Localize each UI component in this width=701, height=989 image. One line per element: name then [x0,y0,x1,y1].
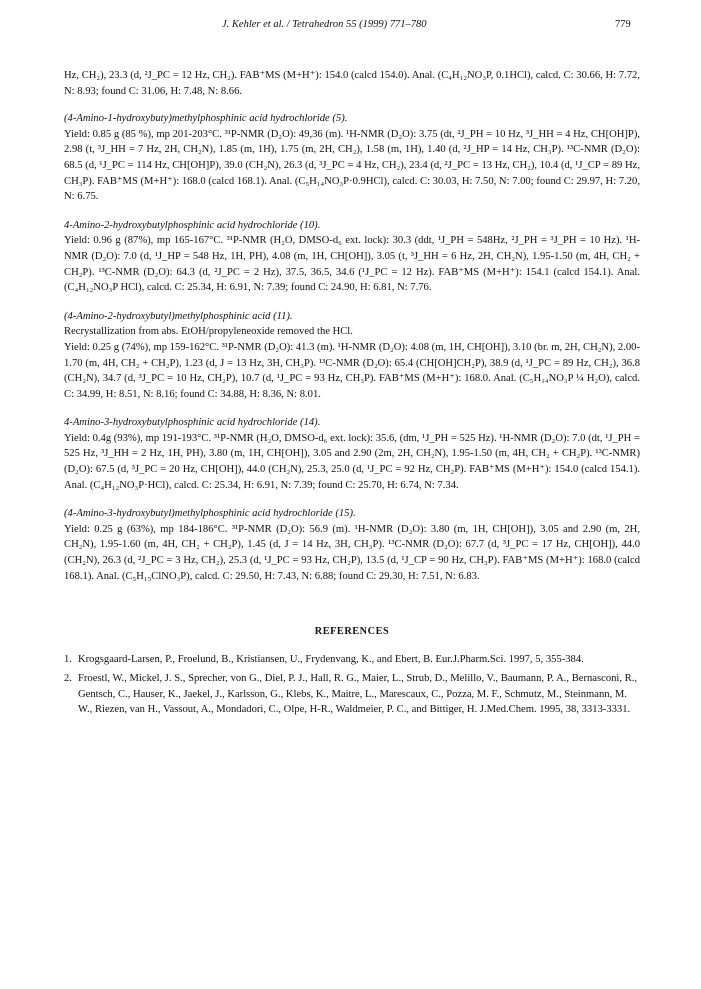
compound-title: (4-Amino-2-hydroxybutyl)methylphosphinic acid (11). [64,310,293,322]
compound-data: Yield: 0.25 g (63%), mp 184-186°C. ³¹P-NMR (D₂O): 56.9 (m). ¹H-NMR (D₂O): 3.80 (m, 1H, CH[OH]), 3.05 and 2.90 (m, 2H, CH₂N), 1.95-1.60 (m, 4H, CH₂ + CH₂P), 1.45 (d, J = 14 Hz, 3H, CH₃P). ¹³C-NMR (D₂O): 67.7 (d, ³J_PC = 17 Hz, CH[OH]), 44.0 (CH₂N), 26.3 (d, ²J_PC = 3 Hz, CH₂), 25.3 (d, ¹J_PC = 93 Hz, CH₂P), 13.5 (d, ¹J_CP = 90 Hz, CH₃P). FAB⁺MS (M+H⁺): 168.0 (calcd 168.1). Anal. (C₅H₁₅ClNO₃P), calcd. C: 29.50, H: 7.43, N: 6.88; found C: 29.30, H: 7.51, N: 6.83. [64,523,640,582]
compound-data: Yield: 0.85 g (85 %), mp 201-203°C. ³¹P-NMR (D₂O): 49,36 (m). ¹H-NMR (D₂O): 3.75 (dt, ²J_PH = 10 Hz, ³J_HH = 4 Hz, CH[OH]P), 2.98 (t, ³J_HH = 7 Hz, 2H, CH₂N), 1.85 (m, 1H), 1.75 (m, 2H, CH₂), 1.58 (m, 1H), 1.40 (d, ²J_HP = 14 Hz, CH₃P). ¹³C-NMR (D₂O): 68.5 (d, ¹J_PC = 114 Hz, CH[OH]P), 39.0 (CH₂N), 26.3 (d, ³J_PC = 4 Hz, CH₂), 23.4 (d, ²J_PC = 13 Hz, CH₂), 10.4 (d, ¹J_CP = 89 Hz, CH₃P). FAB⁺MS (M+H⁺): 168.0 (calcd 168.1). Anal. (C₅H₁₄NO₃P·0.9HCl), calcd. C: 30.03, H: 7.50, N: 7.00; found C: 29.97, H: 7.20, N: 6.75. [64,128,640,203]
compound-title: (4-Amino-1-hydroxybuty)methylphosphinic acid hydrochloride (5). [64,113,348,125]
reference-text: Krogsgaard-Larsen, P., Froelund, B., Kristiansen, U., Frydenvang, K., and Ebert, B. Eur.J.Pharm.Sci. 1997, 5, 355-384. [78,653,584,665]
page-number: 779 [615,19,631,30]
compound-title: 4-Amino-2-hydroxybutylphosphinic acid hydrochloride (10). [64,219,321,231]
compound-data: Yield: 0.96 g (87%), mp 165-167°C. ³¹P-NMR (H₂O, DMSO-d₆ ext. lock): 30.3 (ddt, ¹J_PH = 548Hz, ²J_PH = ³J_PH = 10 Hz). ¹H-NMR (D₂O): 7.0 (d, ¹J_HP = 548 Hz, 1H, PH), 4.08 (m, 1H, CH[OH]), 3.05 (t, ³J_HH = 6 Hz, 2H, CH₂N), 1.95-1.50 (m, 4H, CH₂ + CH₂P). ¹³C-NMR (D₂O): 64.3 (d, ²J_PC = 2 Hz), 37.5, 36.5, 34.6 (¹J_PC = 12 Hz). FAB⁺MS (M+H⁺): 154.1 (calcd 154.1). Anal. (C₄H₁₂NO₃P HCl), calcd. C: 25.34, H: 6.91, N: 7.39; found C: 24.90, H: 6.81, N: 7.76. [64,235,640,294]
references-heading: REFERENCES [314,626,390,638]
compound-data: Yield: 0.25 g (74%), mp 159-162°C. ³¹P-NMR (D₂O): 41.3 (m). ¹H-NMR (D₂O): 4.08 (m, 1H, CH[OH]), 3.10 (br. m, 2H, CH₂N), 2.00-1.70 (m, 4H, CH₂ + CH₂P), 1.23 (d, J = 13 Hz, 3H, CH₃P). ¹³C-NMR (D₂O): 65.4 (CH[OH]CH₂P), 38.9 (d, ¹J_PC = 89 Hz, CH₂), 36.8 (CH₂N), 34.7 (d, ³J_PC = 10 Hz, CH₂P), 10.7 (d, ¹J_PC = 93 Hz, CH₃P). FAB⁺MS (M+H⁺): 168.0. Anal. (C₅H₁₄NO₃P ¼ H₂O), calcd. C: 34.99, H: 8.51, N: 8.16; found C: 34.88, H: 8.36, N: 8.01. [64,341,640,400]
compound-title: (4-Amino-3-hydroxybutyl)methylphosphinic acid hydrochloride (15). [64,508,356,520]
compound-entry-5 [64,111,640,205]
reference-text: Froestl, W., Mickel, J. S., Sprecher, von G., Diel, P. J., Hall, R. G., Maier, L., Strub, D., Melillo, V., Baumann, P. A., Bernasconi, R., Gentsch, C., Hauser, K., Jaekel, J., Karlsson, G., Klebs, K., Maitre, L., Marescaux, C., Pozza, M. F., Schmutz, M., Steinmann, M. W., Riezen, van H., Vassout, A., Mondadori, C., Olpe, H-R., Waldmeier, P. C., and Bittiger, H. J.Med.Chem. 1995, 38, 3313-3331. [78,673,638,716]
running-head [0,19,701,37]
compound-title: 4-Amino-3-hydroxybutylphosphinic acid hydrochloride (14). [64,417,321,429]
compound-entry-11 [64,309,640,403]
reference-number: 1. [64,653,72,665]
article-body [64,68,640,721]
continued-paragraph: Hz, CH₂), 23.3 (d, ²J_PC = 12 Hz, CH₂). FAB⁺MS (M+H⁺): 154.0 (calcd 154.0). Anal. (C₄H₁₂NO₃P, 0.1HCl), calcd. C: 30.66, H: 7.72, N: 8.93; found C: 31.06, H: 7.48, N: 8.66. [64,70,640,97]
reference-item [64,671,640,717]
compound-data: Yield: 0.4g (93%), mp 191-193°C. ³¹P-NMR (H₂O, DMSO-d₆ ext. lock): 35.6, (dm, ¹J_PH = 525 Hz). ¹H-NMR (D₂O): 7.0 (dt, ¹J_PH = 525 Hz, ³J_HH = 2 Hz, 1H, PH), 3.80 (m, 1H, CH[OH]), 3.05 and 2.90 (2m, 2H, CH₂N), 1.95-1.50 (m, 4H, CH₂ + CH₂P). ¹³C-NMR) (D₂O): 67.5 (d, ³J_PC = 20 Hz, CH[OH]), 44.0 (CH₂N), 25.3, 25.0 (d, ¹J_PC = 92 Hz, CH₂P). FAB⁺MS (M+H⁺): 154.0 (calcd 154.1). Anal. (C₄H₁₂NO₃P·HCl), calcd. C: 25.34, H: 6.91, N: 7.39; found C: 25.70, H: 6.74, N: 7.34. [64,432,640,491]
reference-list [64,652,640,718]
running-head-title: J. Kehler et al. / Tetrahedron 55 (1999) 771–780 [222,19,427,30]
compound-entry-14 [64,415,640,493]
reference-number: 2. [64,673,72,685]
reference-item [64,652,640,667]
compound-entry-10 [64,218,640,296]
compound-note: Recrystallization from abs. EtOH/propyleneoxide removed the HCl. [64,326,353,338]
compound-entry-15 [64,506,640,584]
